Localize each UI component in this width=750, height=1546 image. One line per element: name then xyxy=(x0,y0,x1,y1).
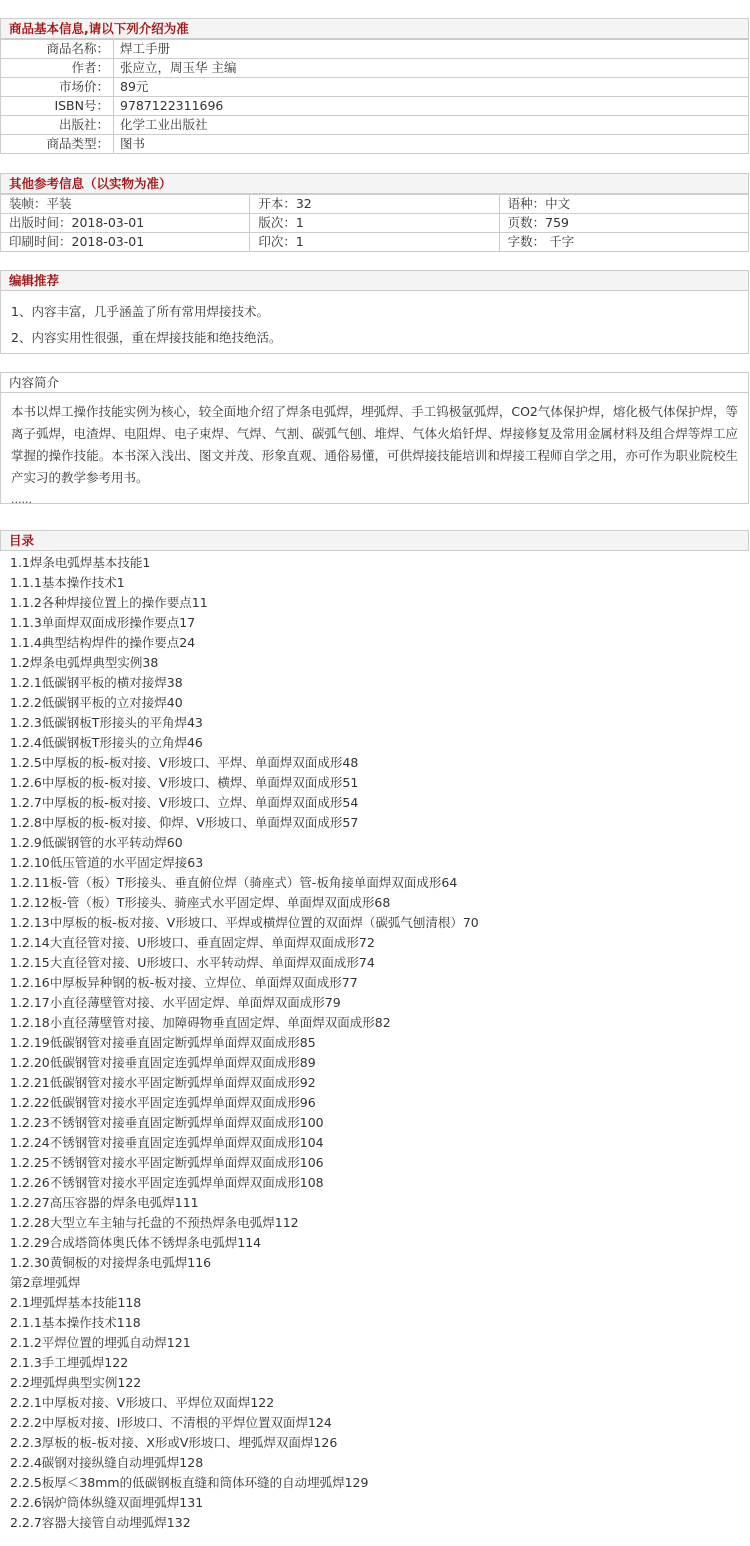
toc-item: 2.2.7容器大接管自动埋弧焊132 xyxy=(10,1515,191,1530)
toc-item: 1.1.1基本操作技术1 xyxy=(10,575,125,590)
recommend-line: 1、内容丰富，几乎涵盖了所有常用焊接技术。 xyxy=(11,304,269,319)
toc-item: 2.2.4碳钢对接纵缝自动埋弧焊128 xyxy=(10,1455,204,1470)
basic-info-value: 焊工手册 xyxy=(114,40,749,59)
toc-item: 1.2.13中厚板的板-板对接、V形坡口、平焊或横焊位置的双面焊（碳弧气刨清根）70 xyxy=(10,915,479,930)
toc-item: 1.2.26不锈钢管对接水平固定连弧焊单面焊双面成形108 xyxy=(10,1175,324,1190)
basic-info-label: 出版社： xyxy=(1,116,114,135)
basic-info-label: 商品名称： xyxy=(1,40,114,59)
toc-header: 目录 xyxy=(0,530,749,551)
toc-item: 1.2焊条电弧焊典型实例38 xyxy=(10,655,159,670)
toc-item: 1.2.22低碳钢管对接水平固定连弧焊单面焊双面成形96 xyxy=(10,1095,316,1110)
toc-item: 1.1.4典型结构焊件的操作要点24 xyxy=(10,635,196,650)
toc-item: 1.2.4低碳钢板T形接头的立角焊46 xyxy=(10,735,203,750)
toc-item: 1.2.25不锈钢管对接水平固定断弧焊单面焊双面成形106 xyxy=(10,1155,324,1170)
basic-info-row xyxy=(1,59,749,78)
toc-item: 1.2.6中厚板的板-板对接、V形坡口、横焊、单面焊双面成形51 xyxy=(10,775,359,790)
basic-info-label: 市场价： xyxy=(1,78,114,97)
toc-item: 2.2.5板厚＜38mm的低碳钢板直缝和筒体环缝的自动埋弧焊129 xyxy=(10,1475,369,1490)
other-info-row xyxy=(1,233,749,252)
other-info-cell: 页数：759 xyxy=(499,214,748,233)
basic-info-row xyxy=(1,78,749,97)
toc-item: 1.2.29合成塔筒体奥氏体不锈焊条电弧焊114 xyxy=(10,1235,262,1250)
toc-item: 1.1焊条电弧焊基本技能1 xyxy=(10,555,151,570)
basic-info-value: 化学工业出版社 xyxy=(114,116,749,135)
basic-info-header: 商品基本信息,请以下列介绍为准 xyxy=(0,18,749,39)
other-info-cell: 印刷时间：2018-03-01 xyxy=(1,233,250,252)
toc-item: 1.2.28大型立车主轴与托盘的不预热焊条电弧焊112 xyxy=(10,1215,299,1230)
other-info-section xyxy=(0,173,749,252)
recommend-section xyxy=(0,270,749,354)
toc-item: 1.2.5中厚板的板-板对接、V形坡口、平焊、单面焊双面成形48 xyxy=(10,755,359,770)
basic-info-label: ISBN号： xyxy=(1,97,114,116)
toc-item: 1.1.3单面焊双面成形操作要点17 xyxy=(10,615,196,630)
toc-item: 2.2.1中厚板对接、V形坡口、平焊位双面焊122 xyxy=(10,1395,275,1410)
toc-section xyxy=(0,530,749,1533)
basic-info-value: 张应立，周玉华 主编 xyxy=(114,59,749,78)
basic-info-row xyxy=(1,40,749,59)
toc-item: 1.2.17小直径薄壁管对接、水平固定焊、单面焊双面成形79 xyxy=(10,995,341,1010)
other-info-cell: 出版时间：2018-03-01 xyxy=(1,214,250,233)
toc-item: 2.2.6锅炉筒体纵缝双面埋弧焊131 xyxy=(10,1495,204,1510)
toc-item: 1.2.10低压管道的水平固定焊接63 xyxy=(10,855,204,870)
other-info-cell: 版次：1 xyxy=(250,214,499,233)
toc-item: 1.2.1低碳钢平板的横对接焊38 xyxy=(10,675,183,690)
intro-body xyxy=(0,393,749,504)
recommend-body xyxy=(0,291,749,354)
toc-item: 1.2.12板-管（板）T形接头、骑座式水平固定焊、单面焊双面成形68 xyxy=(10,895,391,910)
toc-item: 1.2.9低碳钢管的水平转动焊60 xyxy=(10,835,183,850)
other-info-header: 其他参考信息（以实物为准） xyxy=(0,173,749,194)
other-info-cell: 字数： 千字 xyxy=(499,233,748,252)
basic-info-row xyxy=(1,116,749,135)
toc-item: 1.2.20低碳钢管对接垂直固定连弧焊单面焊双面成形89 xyxy=(10,1055,316,1070)
toc-item: 1.2.2低碳钢平板的立对接焊40 xyxy=(10,695,183,710)
toc-item: 1.2.11板-管（板）T形接头、垂直俯位焊（骑座式）管-板角接单面焊双面成形64 xyxy=(10,875,458,890)
basic-info-value: 89元 xyxy=(114,78,749,97)
toc-item: 1.2.7中厚板的板-板对接、V形坡口、立焊、单面焊双面成形54 xyxy=(10,795,359,810)
basic-info-value: 9787122311696 xyxy=(114,97,749,116)
other-info-cell: 语种：中文 xyxy=(499,195,748,214)
other-info-row xyxy=(1,214,749,233)
toc-list xyxy=(0,551,749,1533)
toc-item: 2.1.2平焊位置的埋弧自动焊121 xyxy=(10,1335,191,1350)
toc-item: 1.2.19低碳钢管对接垂直固定断弧焊单面焊双面成形85 xyxy=(10,1035,316,1050)
toc-item: 1.2.27高压容器的焊条电弧焊111 xyxy=(10,1195,199,1210)
toc-item: 1.2.16中厚板异种钢的板-板对接、立焊位、单面焊双面成形77 xyxy=(10,975,358,990)
basic-info-label: 作者： xyxy=(1,59,114,78)
other-info-cell: 装帧：平装 xyxy=(1,195,250,214)
toc-item: 1.2.8中厚板的板-板对接、仰焊、V形坡口、单面焊双面成形57 xyxy=(10,815,359,830)
intro-more: ...... xyxy=(11,493,32,506)
toc-item: 1.2.23不锈钢管对接垂直固定断弧焊单面焊双面成形100 xyxy=(10,1115,324,1130)
other-info-cell: 开本：32 xyxy=(250,195,499,214)
other-info-table xyxy=(0,194,749,252)
toc-item: 2.2.3厚板的板-板对接、X形或V形坡口、埋弧焊双面焊126 xyxy=(10,1435,338,1450)
toc-item: 1.2.21低碳钢管对接水平固定断弧焊单面焊双面成形92 xyxy=(10,1075,316,1090)
other-info-row xyxy=(1,195,749,214)
toc-item: 1.2.3低碳钢板T形接头的平角焊43 xyxy=(10,715,203,730)
basic-info-table xyxy=(0,39,749,154)
toc-item: 2.1埋弧焊基本技能118 xyxy=(10,1295,142,1310)
intro-text: 本书以焊工操作技能实例为核心，较全面地介绍了焊条电弧焊，埋弧焊、手工钨极氩弧焊，CO2气体保护焊，熔化极气体保护焊，等离子弧焊，电渣焊、电阻焊、电子束焊、气焊、气割、碳弧气刨、堆焊、气体火焰钎焊、焊接修复及常用金属材料及组合焊等焊工应掌握的操作技能。本书深入浅出、图文并茂、形象直观、通俗易懂，可供焊接技能培训和焊接工程师自学之用，亦可作为职业院校生产实习的教学参考用书。 xyxy=(11,404,738,485)
other-info-cell: 印次：1 xyxy=(250,233,499,252)
intro-section xyxy=(0,372,749,504)
basic-info-row xyxy=(1,97,749,116)
toc-item: 1.2.30黄铜板的对接焊条电弧焊116 xyxy=(10,1255,212,1270)
toc-item: 1.2.15大直径管对接、U形坡口、水平转动焊、单面焊双面成形74 xyxy=(10,955,375,970)
basic-info-value: 图书 xyxy=(114,135,749,154)
toc-item: 2.1.1基本操作技术118 xyxy=(10,1315,141,1330)
basic-info-section xyxy=(0,18,749,154)
basic-info-label: 商品类型： xyxy=(1,135,114,154)
intro-header: 内容简介 xyxy=(0,372,749,393)
toc-item: 1.2.18小直径薄壁管对接、加障碍物垂直固定焊、单面焊双面成形82 xyxy=(10,1015,391,1030)
toc-item: 2.2.2中厚板对接、I形坡口、不清根的平焊位置双面焊124 xyxy=(10,1415,332,1430)
toc-item: 第2章埋弧焊 xyxy=(10,1275,81,1290)
toc-item: 1.1.2各种焊接位置上的操作要点11 xyxy=(10,595,208,610)
toc-item: 2.2埋弧焊典型实例122 xyxy=(10,1375,142,1390)
basic-info-row xyxy=(1,135,749,154)
toc-item: 1.2.24不锈钢管对接垂直固定连弧焊单面焊双面成形104 xyxy=(10,1135,324,1150)
recommend-header: 编辑推荐 xyxy=(0,270,749,291)
recommend-line: 2、内容实用性很强，重在焊接技能和绝技绝活。 xyxy=(11,330,282,345)
toc-item: 1.2.14大直径管对接、U形坡口、垂直固定焊、单面焊双面成形72 xyxy=(10,935,375,950)
toc-item: 2.1.3手工埋弧焊122 xyxy=(10,1355,129,1370)
